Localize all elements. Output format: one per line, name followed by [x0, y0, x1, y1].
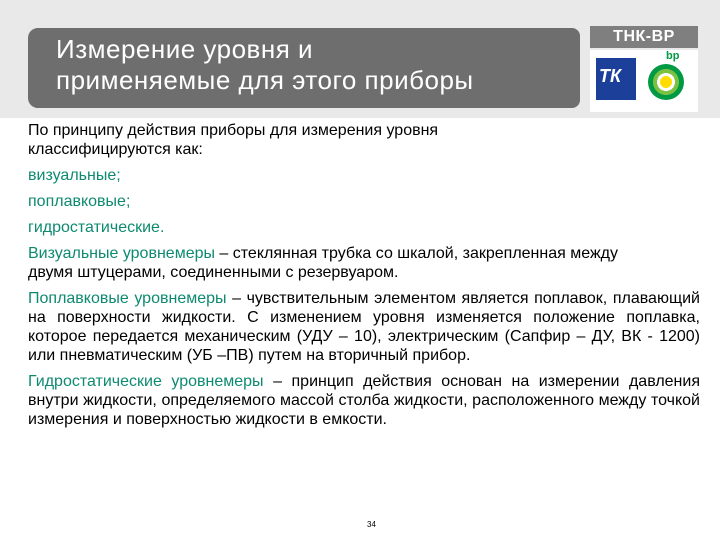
intro-line-1: По принципу действия приборы для измерения уровня — [28, 122, 439, 139]
bp-helios-icon — [648, 64, 684, 100]
visual-term: Визуальные уровнемеры — [28, 245, 215, 262]
logo-text: ТНК-ВР — [590, 26, 698, 48]
bp-label: bp — [666, 50, 680, 62]
slide-title-line-2: применяемые для этого приборы — [56, 65, 474, 95]
company-logo — [590, 26, 698, 112]
visual-paragraph — [28, 244, 618, 282]
title-panel — [36, 28, 580, 108]
title-panel-tab — [28, 28, 44, 108]
page-number: 34 — [367, 520, 376, 529]
float-term: Поплавковые уровнемеры — [28, 290, 227, 307]
type-float: поплавковые; — [28, 193, 131, 210]
hydro-term: Гидростатические уровнемеры — [28, 373, 264, 390]
intro-line-2: классифицируются как: — [28, 141, 203, 158]
float-description: – чувствительным элементом является поплавок, плавающий на поверхности жидкости. С изменением уровня изменяется положение поплавка, которое передается механическим (УДУ – 10), электрическим (Сапфир – ДУ, ВК - 1200) или пневматическим (УБ –ПВ) путем на вторичный прибор. — [28, 290, 700, 364]
logo-emblems — [590, 50, 698, 112]
hydro-description: – принцип действия основан на измерении давления внутри жидкости, определяемого массой столба жидкости, расположенного между точкой измерения и поверхностью жидкости в емкости. — [28, 373, 700, 428]
tnk-logo-icon: ТК — [596, 58, 636, 100]
slide-title-line-1: Измерение уровня и — [56, 34, 314, 64]
title-bar — [0, 0, 720, 118]
visual-description: – стеклянная трубка со шкалой, закрепленная между двумя штуцерами, соединенными с резервуаром. — [28, 245, 618, 281]
hydro-paragraph — [28, 372, 700, 429]
type-visual: визуальные; — [28, 167, 121, 184]
slide-body — [28, 121, 700, 429]
type-hydrostatic: гидростатические. — [28, 219, 165, 236]
slide-title — [56, 34, 576, 96]
float-paragraph — [28, 289, 700, 365]
